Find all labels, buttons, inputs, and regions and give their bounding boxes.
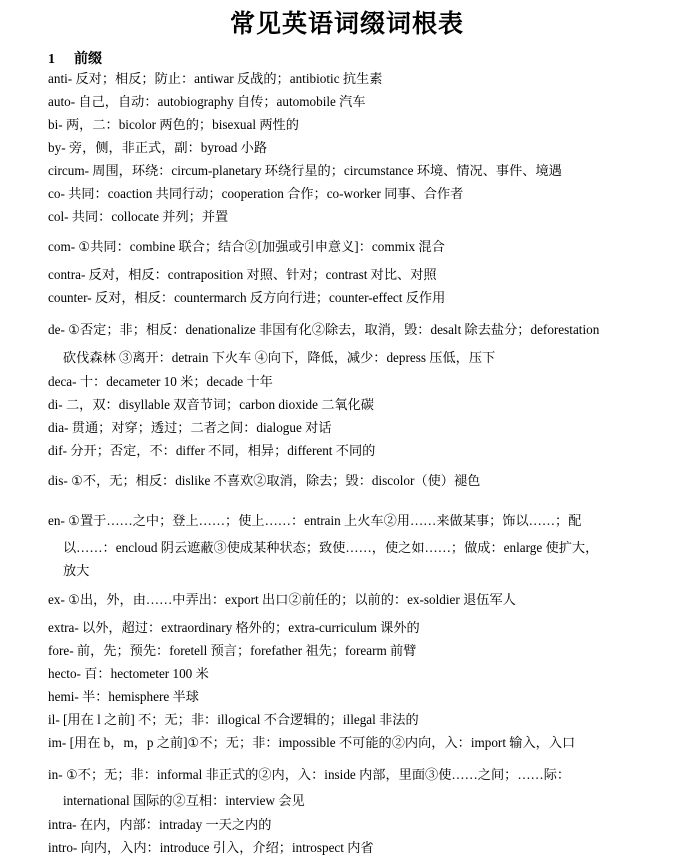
entry-extra: extra- 以外，超过：extraordinary 格外的；extra-curriculum 课外的 (48, 620, 420, 635)
entry-in-line1: in- ①不；无；非：informal 非正式的②内，入：inside 内部，里面③使……之间；……际： (48, 767, 571, 782)
entry-in (48, 762, 658, 814)
entry-com: com- ①共同：combine 联合；结合②[加强或引申意义]：commix 混合 (48, 239, 445, 254)
entry-deca: deca- 十：decameter 10 米；decade 十年 (48, 374, 273, 389)
entry-hecto: hecto- 百：hectometer 100 米 (48, 666, 209, 681)
entry-in-line2: international 国际的②互相：interview 会见 (63, 793, 305, 808)
entry-en-line3: 放大 (63, 563, 90, 578)
entry-contra: contra- 反对，相反：contraposition 对照、针对；contrast 对比、对照 (48, 267, 437, 282)
entry-dis: dis- ①不，无；相反：dislike 不喜欢②取消，除去；毁：discolor（使）褪色 (48, 473, 481, 488)
entry-by: by- 旁，侧，非正式，副：byroad 小路 (48, 140, 268, 155)
section-label: 前缀 (74, 52, 102, 67)
entry-di: di- 二，双：disyllable 双音节词；carbon dioxide 二氧化碳 (48, 397, 374, 412)
section-number: 1 (48, 52, 55, 67)
entry-en (48, 507, 658, 581)
entry-de-line2: 砍伐森林 ③离开：detrain 下火车 ④向下，降低，减少：depress 压低，压下 (63, 349, 496, 365)
entry-bi: bi- 两，二：bicolor 两色的；bisexual 两性的 (48, 117, 299, 132)
entry-il: il- [用在 l 之前] 不；无；非：illogical 不合逻辑的；illegal 非法的 (48, 712, 419, 727)
page-title: 常见英语词缀词根表 (229, 11, 464, 38)
entry-en-line2: 以……：encloud 阴云遮蔽③使成某种状态；致使……，使之如……；做成：enlarge 使扩大， (63, 540, 599, 555)
entry-col: col- 共同：collocate 并列；并置 (48, 209, 229, 224)
entry-fore: fore- 前，先；预先：foretell 预言；forefather 祖先；forearm 前臂 (48, 643, 417, 658)
entry-intro: intro- 向内，入内：introduce 引入，介绍；introspect 内省 (48, 840, 374, 855)
entry-circum: circum- 周围，环绕：circum-planetary 环绕行星的；circumstance 环境、情况、事件、境遇 (48, 163, 562, 178)
entry-im: im- [用在 b，m，p 之前]①不；无；非：impossible 不可能的②内向，入：import 输入，入口 (48, 735, 576, 750)
entry-counter: counter- 反对，相反：countermarch 反方向行进；counter-effect 反作用 (48, 290, 446, 305)
entry-intra: intra- 在内，内部：intraday 一天之内的 (48, 817, 272, 832)
entry-auto: auto- 自己，自动：autobiography 自传；automobile 汽车 (48, 94, 366, 109)
entry-de-line1: de- ①否定；非；相反：denationalize 非国有化②除去，取消，毁：desalt 除去盐分；deforestation (48, 322, 600, 337)
entry-anti: anti- 反对；相反；防止：antiwar 反战的；antibiotic 抗生素 (48, 71, 383, 86)
entry-ex: ex- ①出，外，由……中弄出：export 出口②前任的；以前的：ex-soldier 退伍军人 (48, 592, 516, 607)
entry-dia: dia- 贯通；对穿；透过；二者之间：dialogue 对话 (48, 420, 332, 435)
entry-hemi: hemi- 半：hemisphere 半球 (48, 689, 199, 704)
entry-dif: dif- 分开；否定，不：differ 不同，相异；different 不同的 (48, 443, 376, 458)
entry-en-line1: en- ①置于……之中；登上……；使上……：entrain 上火车②用……来做某事；饰以……；配 (48, 513, 582, 528)
section-heading (48, 48, 102, 68)
entry-de (48, 319, 658, 369)
entry-co: co- 共同：coaction 共同行动；cooperation 合作；co-worker 同事、合作者 (48, 186, 464, 201)
